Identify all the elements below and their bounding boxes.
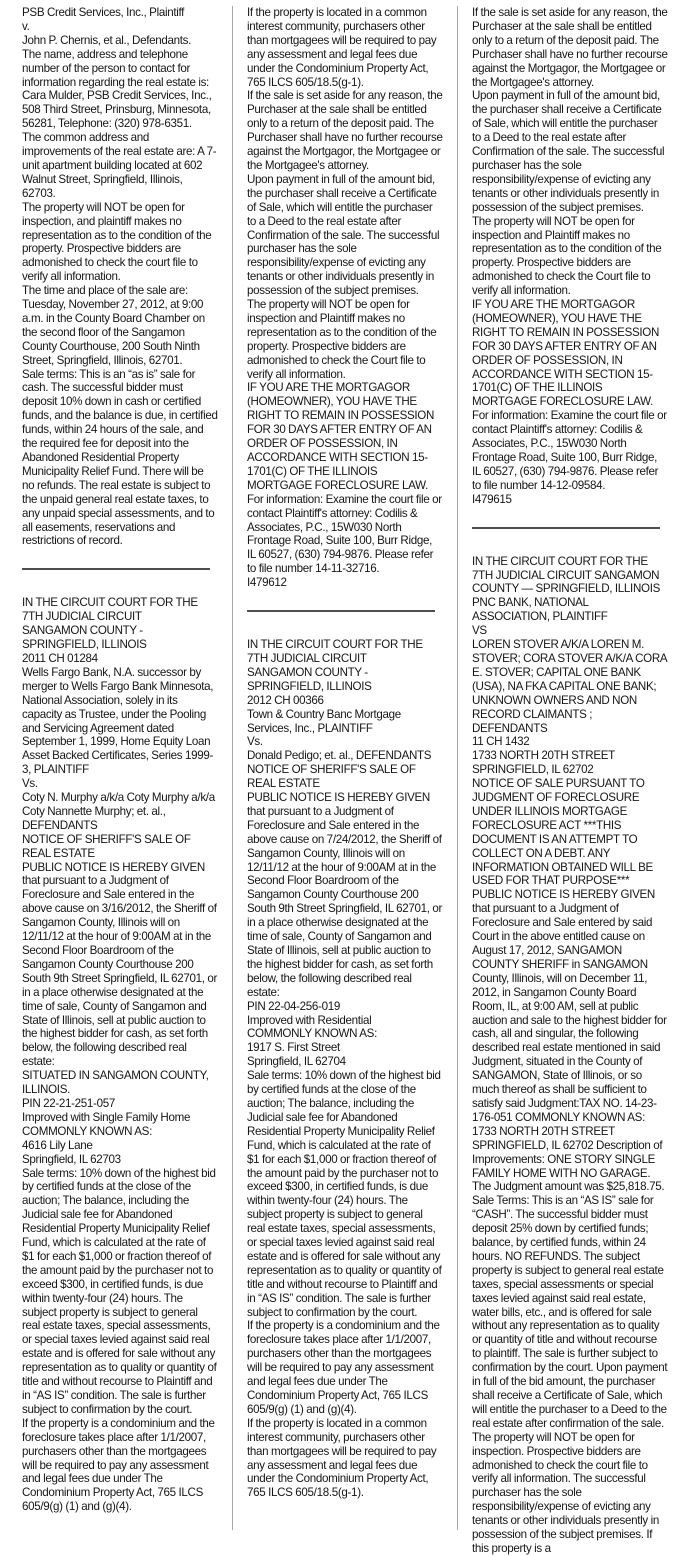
notice-paragraph: Springfield, IL 62704 [247,1055,346,1069]
notice-paragraph: If the property is a condominium and the foreclosure takes place after 1/1/2007, purchasers other than the mortgagees will be required to pay any assessment and legal fees due under The Condominium Property Act, 765 ILCS 605/9(g) (1) and (g)(4). [22,1416,215,1514]
notice-separator [472,527,660,529]
notice-column-3 [472,6,668,1555]
notice-paragraph: Coty N. Murphy a/k/a Coty Murphy a/k/a Coty Nannette Murphy; et. al., DEFENDANTS [22,791,215,832]
notice-paragraph: SITUATED IN SANGAMON COUNTY, ILLINOIS. [22,1069,209,1097]
notice-paragraph: For information: Examine the court file or contact Plaintiff's attorney: Codilis & Associates, P.C., 15W030 North Frontage Road, Suite 100, Burr Ridge, IL 60527, (630) 794-9876. Please refer to file number 14-12-09584. [472,409,667,492]
notice-paragraph: Vs. [247,735,263,749]
column-divider [457,6,458,1530]
notice-paragraph: VS [472,624,487,638]
notice-paragraph: PIN 22-04-256-019 [247,999,340,1013]
notice-paragraph: v. [22,19,30,33]
notice-paragraph: The property will NOT be open for inspection and Plaintiff makes no representation as to the condition of the property. Prospective bidders are admonished to check the Court file to verify all information. [472,214,662,298]
notice-paragraph: NOTICE OF SHERIFF'S SALE OF REAL ESTATE [22,832,191,860]
notice-paragraph: Wells Fargo Bank, N.A. successor by merger to Wells Fargo Bank Minnesota, National Association, solely in its capacity as Trustee, under the Pooling and Servicing Agreement dated September 1, 1999, Home Equity Loan Asset Backed Certificates, Series 1999-3, PLAINTIFF [22,665,214,777]
notice-paragraph: IN THE CIRCUIT COURT FOR THE 7TH JUDICIAL CIRCUIT [247,638,423,665]
notice-paragraph: Springfield, IL 62703 [22,1152,121,1166]
notice-column-2 [247,6,443,1524]
notice-paragraph: I479612 [247,576,287,590]
notice-paragraph: The time and place of the sale are: Tuesday, November 27, 2012, at 9:00 a.m. in the County Board Chamber on the second floor of the Sangamon County Courthouse, 200 South Ninth Street, Springfield, Illinois, 62701. [22,284,205,367]
notice-paragraph: NOTICE OF SALE PURSUANT TO JUDGMENT OF FORECLOSURE UNDER ILLINOIS MORTGAGE FORECLOSURE ACT ***THIS DOCUMENT IS AN ATTEMPT TO COLLECT ON A DEBT. ANY INFORMATION OBTAINED WILL BE USED FOR THAT PURPOSE*** PUBLIC NOTICE IS HEREBY GIVEN that pursuant to a Judgment of Foreclosure and Sale entered by said Court in the above entitled cause on August 17, 2012, SANGAMON COUNTY SHERIFF in SANGAMON County, Illinois, will on December 11, 2012, in Sangamon County Board Room, IL, at 9:00 AM, sell at public auction and sale to the highest bidder for cash, all and singular, the following described real estate mentioned in said Judgment, situated in the County of SANGAMON, State of Illinois, or so much thereof as shall be sufficient to satisfy said Judgment:TAX NO. 14-23-176-051 COMMONLY KNOWN AS: 1733 NORTH 20TH STREET SPRINGFIELD, IL 62702 Description of Improvements: ONE STORY SINGLE FAMILY HOME WITH NO GARAGE. The Judgment amount was $25,818.75. Sale Terms: This is an “AS IS” sale for “CASH”. The successful bidder must deposit 25% down by certified funds; balance, by certified funds, within 24 hours. NO REFUNDS. The subject property is subject to general real estate taxes, special assessments or special taxes levied against said real estate, water bills, etc., and is offered for sale without any representation as to quality or quantity of title and without recourse to plaintiff. The sale is further subject to confirmation by the court. Upon payment in full of the bid amount, the purchaser shall receive a Certificate of Sale, which will entitle the purchaser to a Deed to the real estate after confirmation of the sale. The property will NOT be open for inspection. Prospective bidders are admonished to check the court file to verify all information. The successful purchaser has the sole responsibility/expense of evicting any tenants or other individuals presently in possession of the subject premises. If this property is a [472,777,668,1555]
notice-paragraph: Sale terms: 10% down of the highest bid by certified funds at the close of the auction; The balance, including the Judicial sale fee for Abandoned Residential Property Municipality Relief Fund, which is calculated at the rate of $1 for each $1,000 or fraction thereof of the amount paid by the purchaser not to exceed $300, in certified funds, is due within twenty-four (24) hours. The subject property is subject to general real estate taxes, special assessments, or special taxes levied against said real estate and is offered for sale without any representation as to quality or quantity of title and without recourse to Plaintiff and in “AS IS” condition. The sale is further subject to confirmation by the court. [247,1069,442,1319]
notice-paragraph: Upon payment in full of the amount bid, the purchaser shall receive a Certificate of Sale, which will entitle the purchaser to a Deed to the real estate after Confirmation of the sale. The successful purchaser has the sole responsibility/expense of evicting any tenants or other individuals presently in possession of the subject premises. [472,89,665,214]
notice-paragraph: Upon payment in full of the amount bid, the purchaser shall receive a Certificate of Sale, which will entitle the purchaser to a Deed to the real estate after Confirmation of the sale. The successful purchaser has the sole responsibility/expense of evicting any tenants or other individuals presently in possession of the subject premises. [247,172,440,298]
notice-paragraph: DEFENDANTS [472,721,548,735]
notice-paragraph: The name, address and telephone number of the person to contact for information regarding the real estate is: Cara Mulder, PSB Credit Services, Inc., 508 Third Street, Prinsburg, Minnesota, 56281, Telephone: (320) 978-6351. [22,47,212,131]
notice-separator [22,568,210,570]
notice-paragraph: 2011 CH 01284 [22,651,98,665]
notice-paragraph: The property will NOT be open for inspection, and plaintiff makes no representation as to the condition of the property. Prospective bidders are admonished to check the court file to verify all information. [22,200,212,284]
notice-paragraph: PUBLIC NOTICE IS HEREBY GIVEN that pursuant to a Judgment of Foreclosure and Sale entered in the above cause on 7/24/2012, the Sheriff of Sangamon County, Illinois will on 12/11/12 at the hour of 9:00AM at in the Second Floor Boardroom of the Sangamon County Courthouse 200 South 9th Street Springfield, IL 62701, or in a place otherwise designated at the time of sale, County of Sangamon and State of Illinois, sell at public auction to the highest bidder for cash, as set forth below, the following described real estate: [247,791,443,999]
notice-paragraph: COMMONLY KNOWN AS: [247,1027,377,1041]
notice-paragraph: John P. Chernis, et al., Defendants. [22,33,192,47]
notice-paragraph: SANGAMON COUNTY - SPRINGFIELD, ILLINOIS [22,624,147,652]
column-divider [232,6,233,1530]
notice-paragraph: If the sale is set aside for any reason, the Purchaser at the sale shall be entitled only to a return of the deposit paid. The Purchaser shall have no further recourse against the Mortgagor, the Mortgagee or the Mortgagee's attorney. [247,89,443,172]
notice-paragraph: NOTICE OF SHERIFF'S SALE OF REAL ESTATE [247,763,416,791]
notice-separator [247,610,435,612]
notice-paragraph: SANGAMON COUNTY - SPRINGFIELD, ILLINOIS [247,665,372,693]
notice-paragraph: PUBLIC NOTICE IS HEREBY GIVEN that pursuant to a Judgment of Foreclosure and Sale entered in the above cause on 3/16/2012, the Sheriff of Sangamon County, Illinois will on 12/11/12 at the hour of 9:00AM at in the Second Floor Boardroom of the Sangamon County Courthouse 200 South 9th Street Springfield, IL 62701, or in a place otherwise designated at the time of sale, County of Sangamon and State of Illinois, sell at public auction to the highest bidder for cash, as set forth below, the following described real estate: [22,860,218,1069]
notice-paragraph: IF YOU ARE THE MORTGAGOR (HOMEOWNER), YOU HAVE THE RIGHT TO REMAIN IN POSSESSION FOR 30 DAYS AFTER ENTRY OF AN ORDER OF POSSESSION, IN ACCORDANCE WITH SECTION 15-1701(C) OF THE ILLINOIS MORTGAGE FORECLOSURE LAW. [247,381,435,492]
notice-paragraph: IN THE CIRCUIT COURT FOR THE 7TH JUDICIAL CIRCUIT SANGAMON COUNTY — SPRINGFIELD, ILLINOIS [472,554,661,596]
notice-paragraph: IN THE CIRCUIT COURT FOR THE 7TH JUDICIAL CIRCUIT [22,596,198,624]
notice-paragraph: Improved with Residential [247,1013,372,1027]
notice-paragraph: PNC BANK, NATIONAL ASSOCIATION, PLAINTIFF [472,596,608,624]
notice-paragraph: PSB Credit Services, Inc., Plaintiff [22,6,185,19]
notice-paragraph: Improved with Single Family Home [22,1110,191,1124]
notice-paragraph: If the sale is set aside for any reason, the Purchaser at the sale shall be entitled only to a return of the deposit paid. The Purchaser shall have no further recourse against the Mortgagor, the Mortgagee or the Mortgagee's attorney. [472,6,668,89]
notice-paragraph: PIN 22-21-251-057 [22,1096,115,1110]
notice-paragraph: If the property is a condominium and the foreclosure takes place after 1/1/2007, purchasers other than the mortgagees will be required to pay any assessment and legal fees due under The Condominium Property Act, 765 ILCS 605/9(g) (1) and (g)(4). [247,1319,440,1416]
notice-paragraph: Town & Country Banc Mortgage Services, Inc., PLAINTIFF [247,707,401,735]
notice-paragraph: For information: Examine the court file or contact Plaintiff's attorney: Codilis & Associates, P.C., 15W030 North Frontage Road, Suite 100, Burr Ridge, IL 60527, (630) 794-9876. Please refer to file number 14-11-32716. [247,492,442,576]
notice-paragraph: IF YOU ARE THE MORTGAGOR (HOMEOWNER), YOU HAVE THE RIGHT TO REMAIN IN POSSESSION FOR 30 DAYS AFTER ENTRY OF AN ORDER OF POSSESSION, IN ACCORDANCE WITH SECTION 15-1701(C) OF THE ILLINOIS MORTGAGE FORECLOSURE LAW. [472,298,660,409]
notice-paragraph: 4616 Lily Lane [22,1138,93,1152]
notice-paragraph: Vs. [22,777,38,791]
notice-paragraph: 1917 S. First Street [247,1041,340,1055]
notice-paragraph: I479615 [472,492,512,506]
notice-paragraph: Sale terms: This is an “as is” sale for cash. The successful bidder must deposit 10% down in cash or certified funds, and the balance is due, in certified funds, within 24 hours of the sale, and the required fee for deposit into the Abandoned Residential Property Municipality Relief Fund. There will be no refunds. The real estate is subject to the unpaid general real estate taxes, to any unpaid special assessments, and to all easements, reservations and restrictions of record. [22,367,218,548]
notice-paragraph: 2012 CH 00366 [247,693,324,707]
notice-paragraph: If the property is located in a common interest community, purchasers other than mortgagees will be required to pay any assessment and legal fees due under the Condominium Property Act, 765 ILCS 605/18.5(g-1). [247,6,437,89]
notice-paragraph: COMMONLY KNOWN AS: [22,1124,152,1138]
notice-paragraph: Donald Pedigo; et. al., DEFENDANTS [247,749,432,763]
notice-paragraph: The common address and improvements of the real estate are: A 7-unit apartment building located at 602 Walnut Street, Springfield, Illinois, 62703. [22,131,217,200]
notice-paragraph: LOREN STOVER A/K/A LOREN M. STOVER; CORA STOVER A/K/A CORA E. STOVER; CAPITAL ONE BANK (USA), NA FKA CAPITAL ONE BANK; UNKNOWN OWNERS AND NON RECORD CLAIMANTS ; [472,638,667,721]
notice-paragraph: Sale terms: 10% down of the highest bid by certified funds at the close of the auction; The balance, including the Judicial sale fee for Abandoned Residential Property Municipality Relief Fund, which is calculated at the rate of $1 for each $1,000 or fraction thereof of the amount paid by the purchaser not to exceed $300, in certified funds, is due within twenty-four (24) hours. The subject property is subject to general real estate taxes, special assessments, or special taxes levied against said real estate and is offered for sale without any representation as to quality or quantity of title and without recourse to Plaintiff and in “AS IS” condition. The sale is further subject to confirmation by the court. [22,1166,217,1416]
notice-paragraph: The property will NOT be open for inspection and Plaintiff makes no representation as to the condition of the property. Prospective bidders are admonished to check the Court file to verify all information. [247,298,437,381]
notice-paragraph: If the property is located in a common interest community, purchasers other than mortgagees will be required to pay any assessment and legal fees due under the Condominium Property Act, 765 ILCS 605/18.5(g-1). [247,1416,437,1500]
notice-column-1 [22,6,218,1524]
notice-paragraph: 1733 NORTH 20TH STREET SPRINGFIELD, IL 62702 [472,749,615,777]
notice-paragraph: 11 CH 1432 [472,735,530,749]
